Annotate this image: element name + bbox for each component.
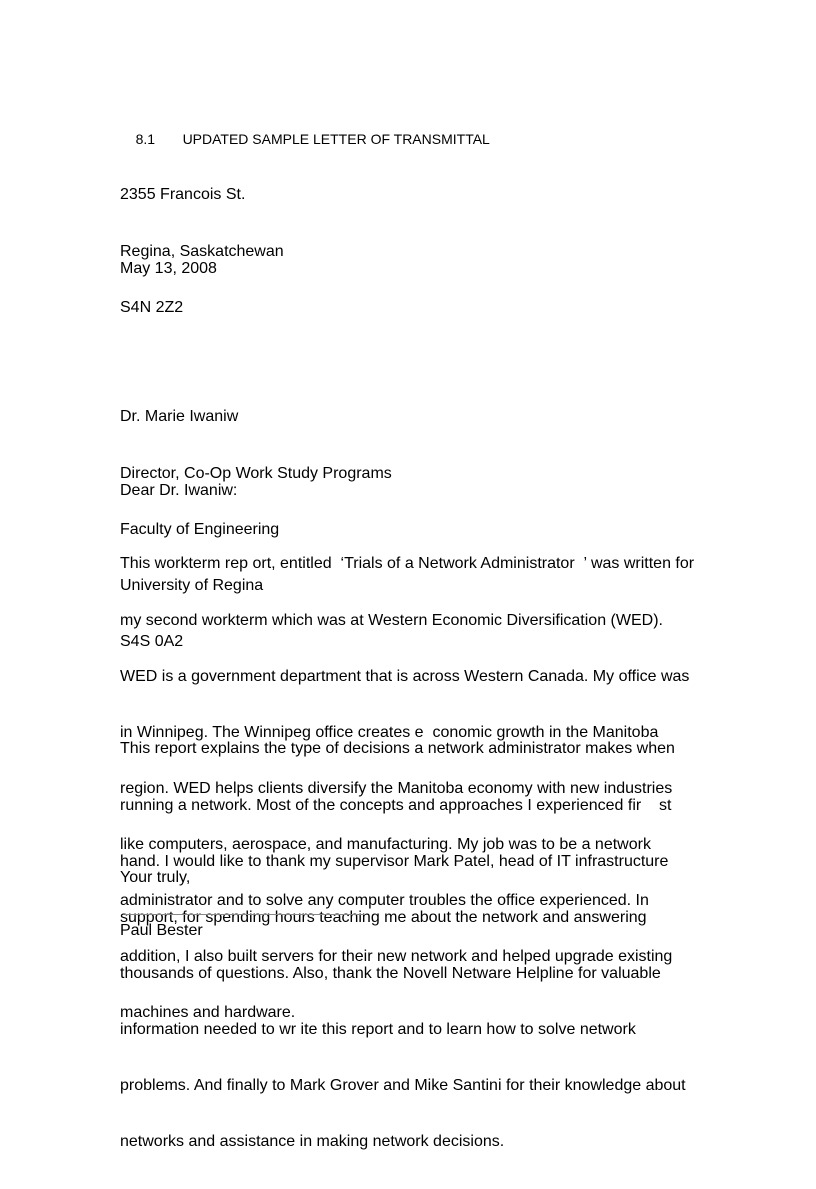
recipient-faculty: Faculty of Engineering [120, 520, 280, 538]
paragraph-line: This workterm rep ort, entitled ‘Trials of a Network Administrator ’ was written for [120, 555, 695, 573]
sender-city: Regina, Saskatchewan [120, 242, 284, 260]
paragraph-line: in Winnipeg. The Winnipeg office creates e conomic growth in the Manitoba [120, 723, 659, 741]
paragraph-line: like computers, aerospace, and manufacturing. My job was to be a network [120, 835, 651, 853]
sender-postal-code: S4N 2Z2 [120, 298, 184, 316]
paragraph-line: networks and assistance in making network decisions. [120, 1133, 505, 1151]
paragraph-line: WED is a government department that is across Western Canada. My office was [120, 667, 690, 685]
paragraph-line: This report explains the type of decisions a network administrator makes when [120, 740, 675, 758]
recipient-postal-code: S4S 0A2 [120, 632, 184, 650]
recipient-university: University of Regina [120, 576, 264, 594]
paragraph-2 [120, 703, 686, 1189]
signer-name: Paul Bester [120, 922, 203, 939]
section-title: UPDATED SAMPLE LETTER OF TRANSMITTAL [182, 131, 490, 147]
paragraph-line: machines and hardware. [120, 1004, 296, 1022]
recipient-title: Director, Co-Op Work Study Programs [120, 464, 392, 482]
paragraph-line: administrator and to solve any computer troubles the office experienced. In [120, 892, 649, 910]
paragraph-line: problems. And finally to Mark Grover and Mike Santini for their knowledge about [120, 1077, 686, 1095]
paragraph-line: addition, I also built servers for their new network and helped upgrade existing [120, 948, 673, 966]
closing: Your truly, [120, 869, 191, 886]
sender-street: 2355 Francois St. [120, 186, 246, 204]
paragraph-line: information needed to wr ite this report and to learn how to solve network [120, 1020, 636, 1038]
paragraph-line: thousands of questions. Also, thank the Novell Netware Helpline for valuable [120, 964, 661, 982]
section-number: 8.1 [135, 131, 156, 147]
recipient-name: Dr. Marie Iwaniw [120, 408, 239, 426]
letter-date: May 13, 2008 [120, 260, 217, 277]
signature-line [125, 914, 365, 915]
paragraph-line: my second workterm which was at Western Economic Diversification (WED). [120, 611, 663, 629]
paragraph-line: region. WED helps clients diversify the Manitoba economy with new industries [120, 779, 673, 797]
paragraph-line: hand. I would like to thank my supervisor Mark Patel, head of IT infrastructure [120, 852, 669, 870]
salutation: Dear Dr. Iwaniw: [120, 482, 238, 499]
sender-address [120, 149, 284, 355]
paragraph-line: running a network. Most of the concepts and approaches I experienced fir st [120, 796, 672, 814]
paragraph-line: support, for spending hours teaching me about the network and answering [120, 908, 647, 926]
